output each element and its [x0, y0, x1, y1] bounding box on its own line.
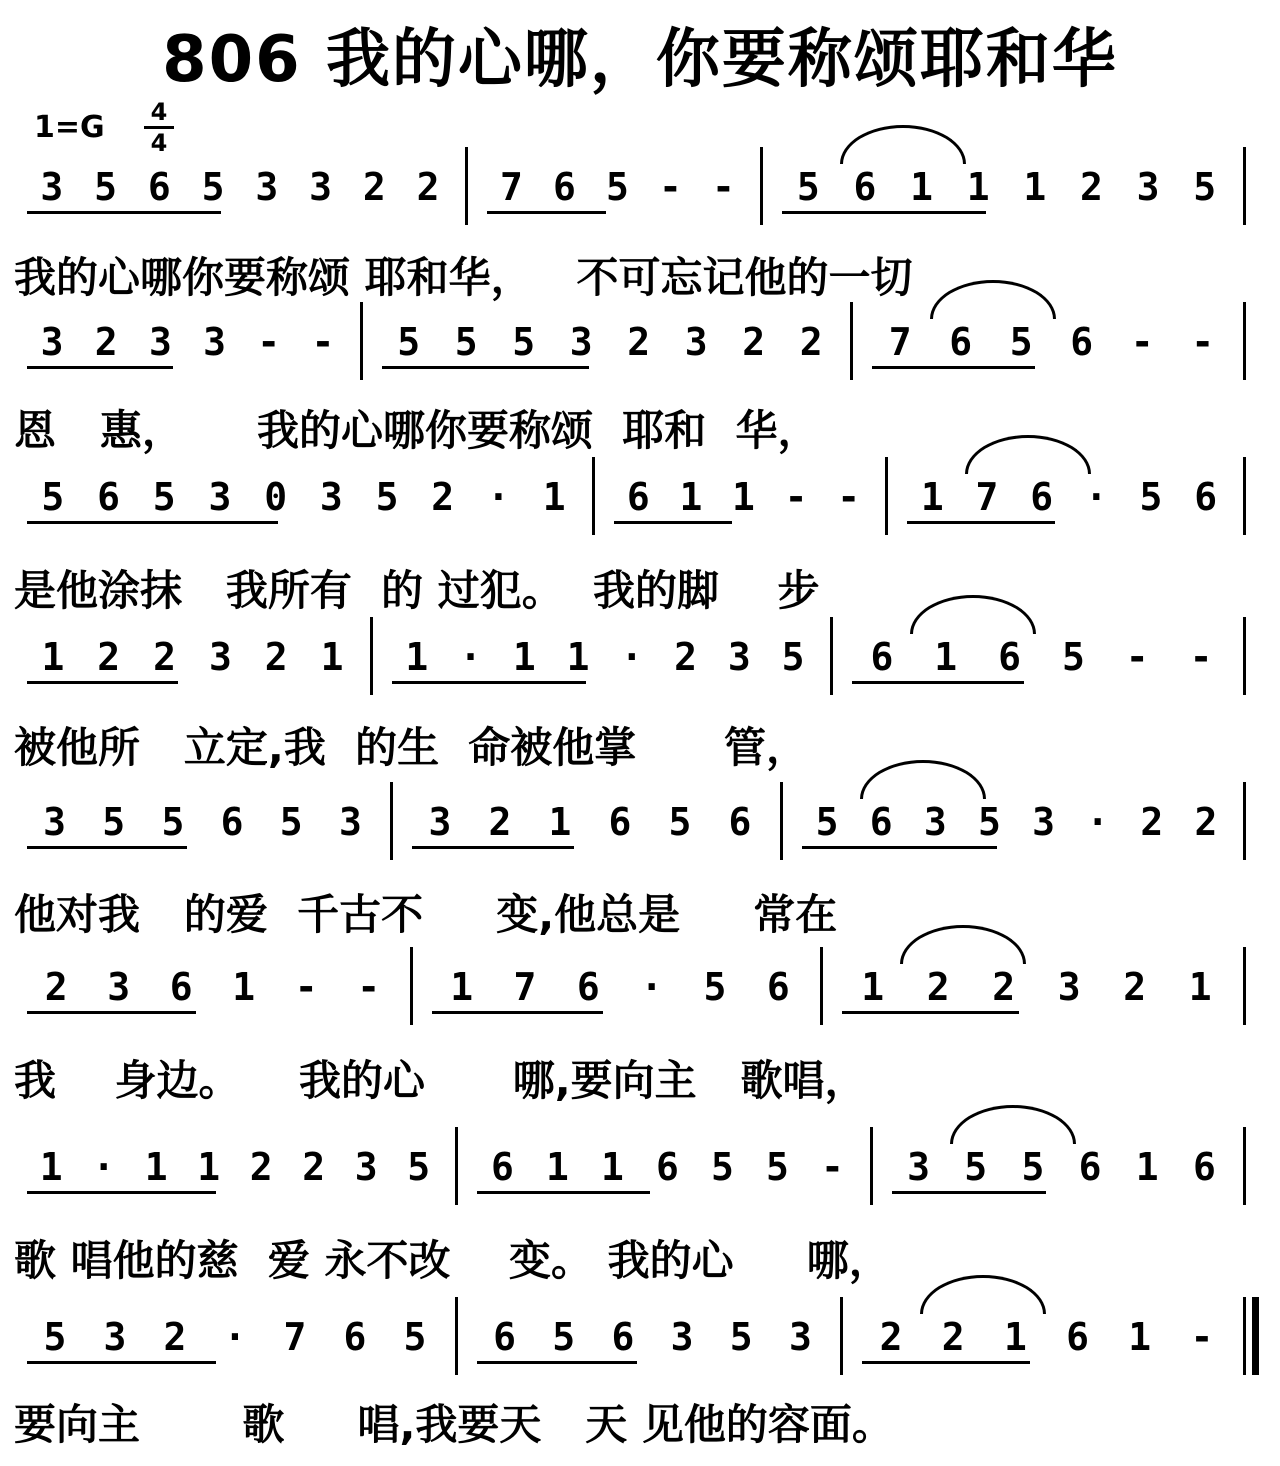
note: 6 [493, 1315, 517, 1359]
note-dash: - [1189, 635, 1213, 679]
note: 2 [941, 1315, 965, 1359]
note: 3 [208, 635, 232, 679]
notation-row [0, 1315, 1280, 1375]
note: 7 [283, 1315, 307, 1359]
note: 3 [319, 475, 343, 519]
note: 2 [742, 320, 766, 364]
note: 1 [910, 165, 933, 209]
notation-row [0, 800, 1280, 860]
note: 5 [201, 165, 225, 209]
note: 3 [354, 1145, 378, 1189]
note: 2 [362, 165, 386, 209]
note: 5 [1021, 1145, 1045, 1189]
note: 6 [656, 1145, 679, 1189]
note: 2 [431, 475, 455, 519]
beam-line [27, 211, 221, 214]
note: 5 [552, 1315, 576, 1359]
note: 5 [606, 165, 629, 209]
beam-line [412, 846, 574, 849]
barline [465, 147, 468, 225]
note: 5 [703, 965, 727, 1009]
note: 6 [576, 965, 600, 1009]
note: 5 [1009, 320, 1033, 364]
note: 6 [998, 635, 1022, 679]
note: 6 [343, 1315, 367, 1359]
note: 6 [1066, 1315, 1090, 1359]
note: 1 [39, 1145, 63, 1189]
lyrics-line: 恩 惠， 我的心哪你要称颂 耶和 华， [14, 406, 820, 455]
note: 5 [152, 475, 176, 519]
note: 6 [1070, 320, 1094, 364]
note: 5 [668, 800, 692, 844]
beam-line [782, 211, 986, 214]
note: 1 [548, 800, 572, 844]
note: 5 [41, 475, 65, 519]
note: 5 [375, 475, 399, 519]
note: 1 [601, 1145, 624, 1189]
note: 1 [450, 965, 474, 1009]
barline [360, 302, 363, 380]
note: 1 [405, 635, 429, 679]
note: 3 [727, 635, 751, 679]
beam-line [614, 521, 732, 524]
notation-row [0, 320, 1280, 380]
note: 5 [977, 800, 1001, 844]
note: 3 [43, 800, 67, 844]
note: 2 [163, 1315, 187, 1359]
note-dash: - [1190, 1315, 1214, 1359]
note: 1 [41, 635, 65, 679]
note: 3 [203, 320, 227, 364]
note: 2 [153, 635, 177, 679]
beam-line [862, 1361, 1030, 1364]
note-dot: · [620, 635, 644, 679]
note: 2 [1194, 800, 1218, 844]
beam-line [487, 211, 606, 214]
note: 6 [97, 475, 120, 519]
beam-line [27, 1191, 216, 1194]
note: 2 [249, 1145, 273, 1189]
note: 1 [542, 475, 566, 519]
note-dash: - [821, 1145, 844, 1189]
note: 3 [907, 1145, 931, 1189]
note: 1 [934, 635, 958, 679]
barline [592, 457, 595, 535]
note-dash: - [257, 320, 281, 364]
beam-line [27, 521, 278, 524]
barline [1243, 147, 1246, 225]
lyrics-line: 被他所 立定,我 的生 命被他掌 管， [14, 723, 809, 772]
lyrics-line: 要向主 歌 唱,我要天 天 见他的容面。 [14, 1400, 894, 1449]
note: 6 [870, 635, 894, 679]
note: 1 [144, 1145, 168, 1189]
note: 6 [1194, 475, 1218, 519]
slur [950, 1105, 1076, 1144]
note: 5 [403, 1315, 427, 1359]
note: 5 [1193, 165, 1217, 209]
note: 6 [1078, 1145, 1102, 1189]
note: 7 [975, 475, 999, 519]
barline [760, 147, 763, 225]
slur [840, 125, 966, 164]
beam-line [27, 366, 173, 369]
note: 3 [103, 1315, 127, 1359]
barline [370, 617, 373, 695]
note: 2 [992, 965, 1016, 1009]
note-dash: - [357, 965, 381, 1009]
note-dash: - [294, 965, 318, 1009]
note-dash: - [1125, 635, 1149, 679]
note: 1 [546, 1145, 569, 1189]
note: 1 [1135, 1145, 1159, 1189]
barline [410, 947, 413, 1025]
note: 3 [148, 320, 172, 364]
note-dash: - [659, 165, 682, 209]
barline [1243, 457, 1246, 535]
barline [820, 947, 823, 1025]
note: 1 [566, 635, 590, 679]
note: 3 [428, 800, 452, 844]
note: 6 [608, 800, 632, 844]
note: 2 [1123, 965, 1147, 1009]
note: 2 [264, 635, 288, 679]
barline [1252, 1297, 1259, 1375]
note: 1 [861, 965, 885, 1009]
lyrics-line: 我的心哪你要称颂 耶和华， 不可忘记他的一切 [14, 253, 913, 302]
note: 1 [1003, 1315, 1027, 1359]
notation-row [0, 965, 1280, 1025]
hymn-title: 806 我的心哪，你要称颂耶和华 [162, 23, 1118, 97]
beam-line [27, 1361, 216, 1364]
lyrics-line: 我 身边。 我的心 哪,要向主 歌唱， [14, 1056, 867, 1105]
note: 6 [611, 1315, 635, 1359]
key-signature: 1=G [34, 110, 105, 145]
note: 6 [491, 1145, 514, 1189]
note: 2 [1079, 165, 1103, 209]
note: 7 [500, 165, 523, 209]
note: 3 [569, 320, 593, 364]
note-dash: - [1191, 320, 1215, 364]
note: 7 [513, 965, 537, 1009]
time-signature-top: 4 [150, 98, 168, 126]
note: 5 [815, 800, 839, 844]
barline [1243, 1127, 1246, 1205]
note: 6 [869, 800, 893, 844]
note: 5 [161, 800, 185, 844]
note: 6 [1192, 1145, 1216, 1189]
note: 5 [454, 320, 478, 364]
notation-row [0, 1145, 1280, 1205]
note: 1 [1188, 965, 1212, 1009]
note-dot: · [1084, 475, 1108, 519]
barline [1243, 617, 1246, 695]
note: 6 [553, 165, 576, 209]
note: 6 [853, 165, 877, 209]
barline [455, 1297, 458, 1375]
note: 7 [888, 320, 912, 364]
note: 6 [220, 800, 244, 844]
note: 3 [1136, 165, 1160, 209]
beam-line [907, 521, 1055, 524]
beam-line [27, 1011, 196, 1014]
note: 5 [512, 320, 536, 364]
barline [885, 457, 888, 535]
beam-line [432, 1011, 603, 1014]
note: 3 [670, 1315, 694, 1359]
lyrics-line: 歌 唱他的慈 爱 永不改 变。 我的心 哪， [14, 1236, 891, 1285]
barline [830, 617, 833, 695]
note: 5 [796, 165, 820, 209]
note-dash: - [1130, 320, 1154, 364]
lyrics-line: 他对我 的爱 千古不 变,他总是 常在 [14, 890, 838, 939]
barline [840, 1297, 843, 1375]
beam-line [802, 846, 997, 849]
note: 6 [626, 475, 650, 519]
note: 1 [1023, 165, 1047, 209]
beam-line [477, 1361, 637, 1364]
beam-line [892, 1191, 1046, 1194]
note-dash: - [311, 320, 335, 364]
note: 1 [732, 475, 755, 519]
note: 2 [674, 635, 698, 679]
note: 3 [107, 965, 131, 1009]
note: 2 [926, 965, 950, 1009]
note: 5 [1139, 475, 1163, 519]
note-dot: · [223, 1315, 247, 1359]
beam-line [852, 681, 1024, 684]
time-signature-bottom: 4 [150, 129, 168, 157]
note: 3 [40, 320, 64, 364]
note-dash: - [712, 165, 735, 209]
beam-line [872, 366, 1035, 369]
barline [850, 302, 853, 380]
beam-line [477, 1191, 650, 1194]
note-dot: · [459, 635, 483, 679]
barline [455, 1127, 458, 1205]
note: 3 [338, 800, 362, 844]
note: 5 [94, 165, 118, 209]
note-dash: - [837, 475, 861, 519]
note: 6 [949, 320, 973, 364]
note: 2 [94, 320, 118, 364]
note: 5 [43, 1315, 67, 1359]
note: 3 [1032, 800, 1055, 844]
beam-line [27, 681, 178, 684]
note: 2 [44, 965, 68, 1009]
note: 2 [302, 1145, 326, 1189]
note: 0 [264, 475, 288, 519]
note: 1 [679, 475, 703, 519]
note: 6 [147, 165, 171, 209]
beam-line [382, 366, 589, 369]
notation-row [0, 475, 1280, 535]
note: 1 [512, 635, 536, 679]
beam-line [27, 846, 187, 849]
note-dot: · [486, 475, 510, 519]
barline [870, 1127, 873, 1205]
note: 2 [97, 635, 121, 679]
lyrics-line: 是他涂抹 我所有 的 过犯。 我的脚 步 [14, 566, 820, 615]
note: 3 [309, 165, 333, 209]
note-dash: - [784, 475, 808, 519]
notation-row [0, 165, 1280, 225]
note: 3 [40, 165, 64, 209]
note: 1 [232, 965, 256, 1009]
note: 5 [964, 1145, 988, 1189]
note: 5 [279, 800, 303, 844]
barline [1243, 302, 1246, 380]
note: 3 [208, 475, 232, 519]
note: 1 [1128, 1315, 1152, 1359]
note-dot: · [92, 1145, 116, 1189]
note: 5 [397, 320, 421, 364]
note: 5 [407, 1145, 431, 1189]
note: 3 [923, 800, 947, 844]
note: 5 [781, 635, 805, 679]
note: 5 [1061, 635, 1085, 679]
note: 6 [1030, 475, 1054, 519]
barline [780, 782, 783, 860]
barline [390, 782, 393, 860]
note: 2 [879, 1315, 903, 1359]
beam-line [842, 1011, 1019, 1014]
note: 2 [1140, 800, 1164, 844]
note: 5 [711, 1145, 734, 1189]
note-dot: · [640, 965, 664, 1009]
note: 3 [255, 165, 279, 209]
note: 6 [766, 965, 790, 1009]
barline [1243, 782, 1246, 860]
note: 5 [729, 1315, 753, 1359]
note: 2 [799, 320, 823, 364]
note: 6 [169, 965, 193, 1009]
note-dot: · [1086, 800, 1110, 844]
barline [1243, 947, 1246, 1025]
note: 5 [766, 1145, 789, 1189]
notation-row [0, 635, 1280, 695]
note: 1 [920, 475, 944, 519]
note: 2 [627, 320, 651, 364]
note: 3 [788, 1315, 812, 1359]
beam-line [392, 681, 586, 684]
note: 3 [1057, 965, 1081, 1009]
note: 3 [684, 320, 708, 364]
note: 6 [728, 800, 752, 844]
note: 5 [102, 800, 126, 844]
note: 2 [488, 800, 512, 844]
note: 1 [197, 1145, 221, 1189]
time-signature [144, 100, 174, 155]
note: 1 [966, 165, 990, 209]
barline [1243, 1297, 1246, 1375]
note: 2 [416, 165, 440, 209]
note: 1 [320, 635, 344, 679]
